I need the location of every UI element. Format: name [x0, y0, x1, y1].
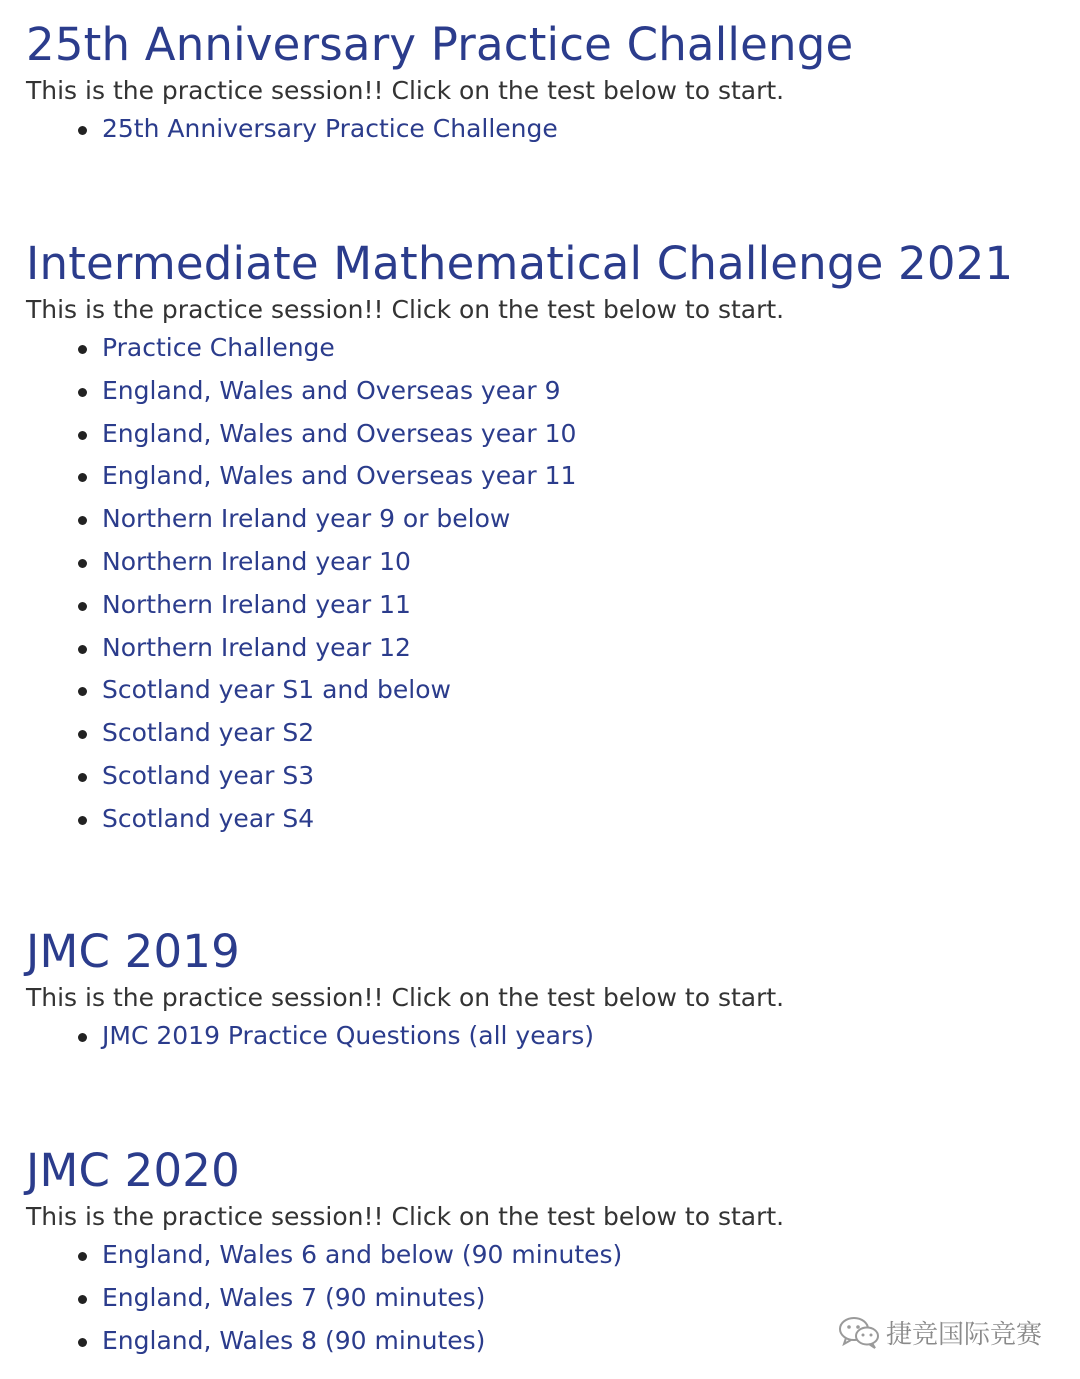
bullet-icon	[78, 126, 87, 135]
list-item	[26, 755, 1046, 798]
section-intro: This is the practice session!! Click on the test below to start.	[26, 295, 785, 324]
list-item	[26, 712, 1046, 755]
list-item	[26, 455, 1046, 498]
test-link[interactable]: Northern Ireland year 9 or below	[102, 504, 511, 534]
list-item	[26, 669, 1046, 712]
test-list	[26, 1015, 1046, 1058]
section-25th-anniversary	[26, 17, 1046, 151]
bullet-icon	[78, 345, 87, 354]
bullet-icon	[78, 816, 87, 825]
test-link[interactable]: England, Wales 6 and below (90 minutes)	[102, 1240, 623, 1269]
test-link[interactable]: JMC 2019 Practice Questions (all years)	[102, 1021, 594, 1050]
test-link[interactable]: Northern Ireland year 12	[102, 632, 411, 662]
list-item	[26, 541, 1046, 584]
section-title: Intermediate Mathematical Challenge 2021	[26, 237, 1014, 290]
test-link[interactable]: Scotland year S4	[102, 803, 315, 833]
test-link[interactable]: England, Wales 7 (90 minutes)	[102, 1282, 486, 1312]
test-link[interactable]: Scotland year S2	[102, 718, 315, 748]
section-title: JMC 2019	[26, 925, 240, 978]
bullet-icon	[78, 559, 87, 568]
section-title: JMC 2020	[26, 1144, 240, 1197]
section-intro: This is the practice session!! Click on the test below to start.	[26, 76, 785, 105]
list-item	[26, 370, 1046, 413]
watermark-text: 捷竞国际竞赛	[886, 1319, 1043, 1350]
list-item	[26, 498, 1046, 541]
list-item	[26, 627, 1046, 670]
test-link[interactable]: Practice Challenge	[102, 333, 335, 362]
bullet-icon	[78, 1338, 87, 1347]
list-item	[26, 584, 1046, 627]
bullet-icon	[78, 773, 87, 782]
test-list	[26, 327, 1046, 841]
list-item	[26, 413, 1046, 456]
section-imc-2021	[26, 236, 1046, 841]
bullet-icon	[78, 1033, 87, 1042]
wechat-icon	[838, 1315, 880, 1349]
bullet-icon	[78, 516, 87, 525]
list-item	[26, 1234, 1046, 1277]
list-item	[26, 108, 1046, 151]
test-link[interactable]: Northern Ireland year 10	[102, 546, 411, 576]
test-link[interactable]: Northern Ireland year 11	[102, 589, 411, 619]
list-item	[26, 798, 1046, 841]
bullet-icon	[78, 602, 87, 611]
test-link[interactable]: England, Wales 8 (90 minutes)	[102, 1325, 486, 1355]
list-item	[26, 1015, 1046, 1058]
section-jmc-2019	[26, 924, 1046, 1058]
bullet-icon	[78, 473, 87, 482]
test-link[interactable]: England, Wales and Overseas year 11	[102, 461, 577, 491]
bullet-icon	[78, 388, 87, 397]
test-link[interactable]: England, Wales and Overseas year 9	[102, 375, 561, 405]
watermark	[838, 1312, 1042, 1352]
section-intro: This is the practice session!! Click on the test below to start.	[26, 983, 785, 1012]
section-intro: This is the practice session!! Click on the test below to start.	[26, 1202, 785, 1231]
bullet-icon	[78, 645, 87, 654]
test-link[interactable]: Scotland year S3	[102, 760, 315, 790]
section-title: 25th Anniversary Practice Challenge	[26, 18, 854, 71]
list-item	[26, 327, 1046, 370]
bullet-icon	[78, 730, 87, 739]
test-link[interactable]: Scotland year S1 and below	[102, 675, 451, 705]
test-list	[26, 108, 1046, 151]
bullet-icon	[78, 687, 87, 696]
test-link[interactable]: England, Wales and Overseas year 10	[102, 418, 577, 448]
bullet-icon	[78, 431, 87, 440]
bullet-icon	[78, 1295, 87, 1304]
bullet-icon	[78, 1252, 87, 1261]
test-link[interactable]: 25th Anniversary Practice Challenge	[102, 114, 558, 143]
